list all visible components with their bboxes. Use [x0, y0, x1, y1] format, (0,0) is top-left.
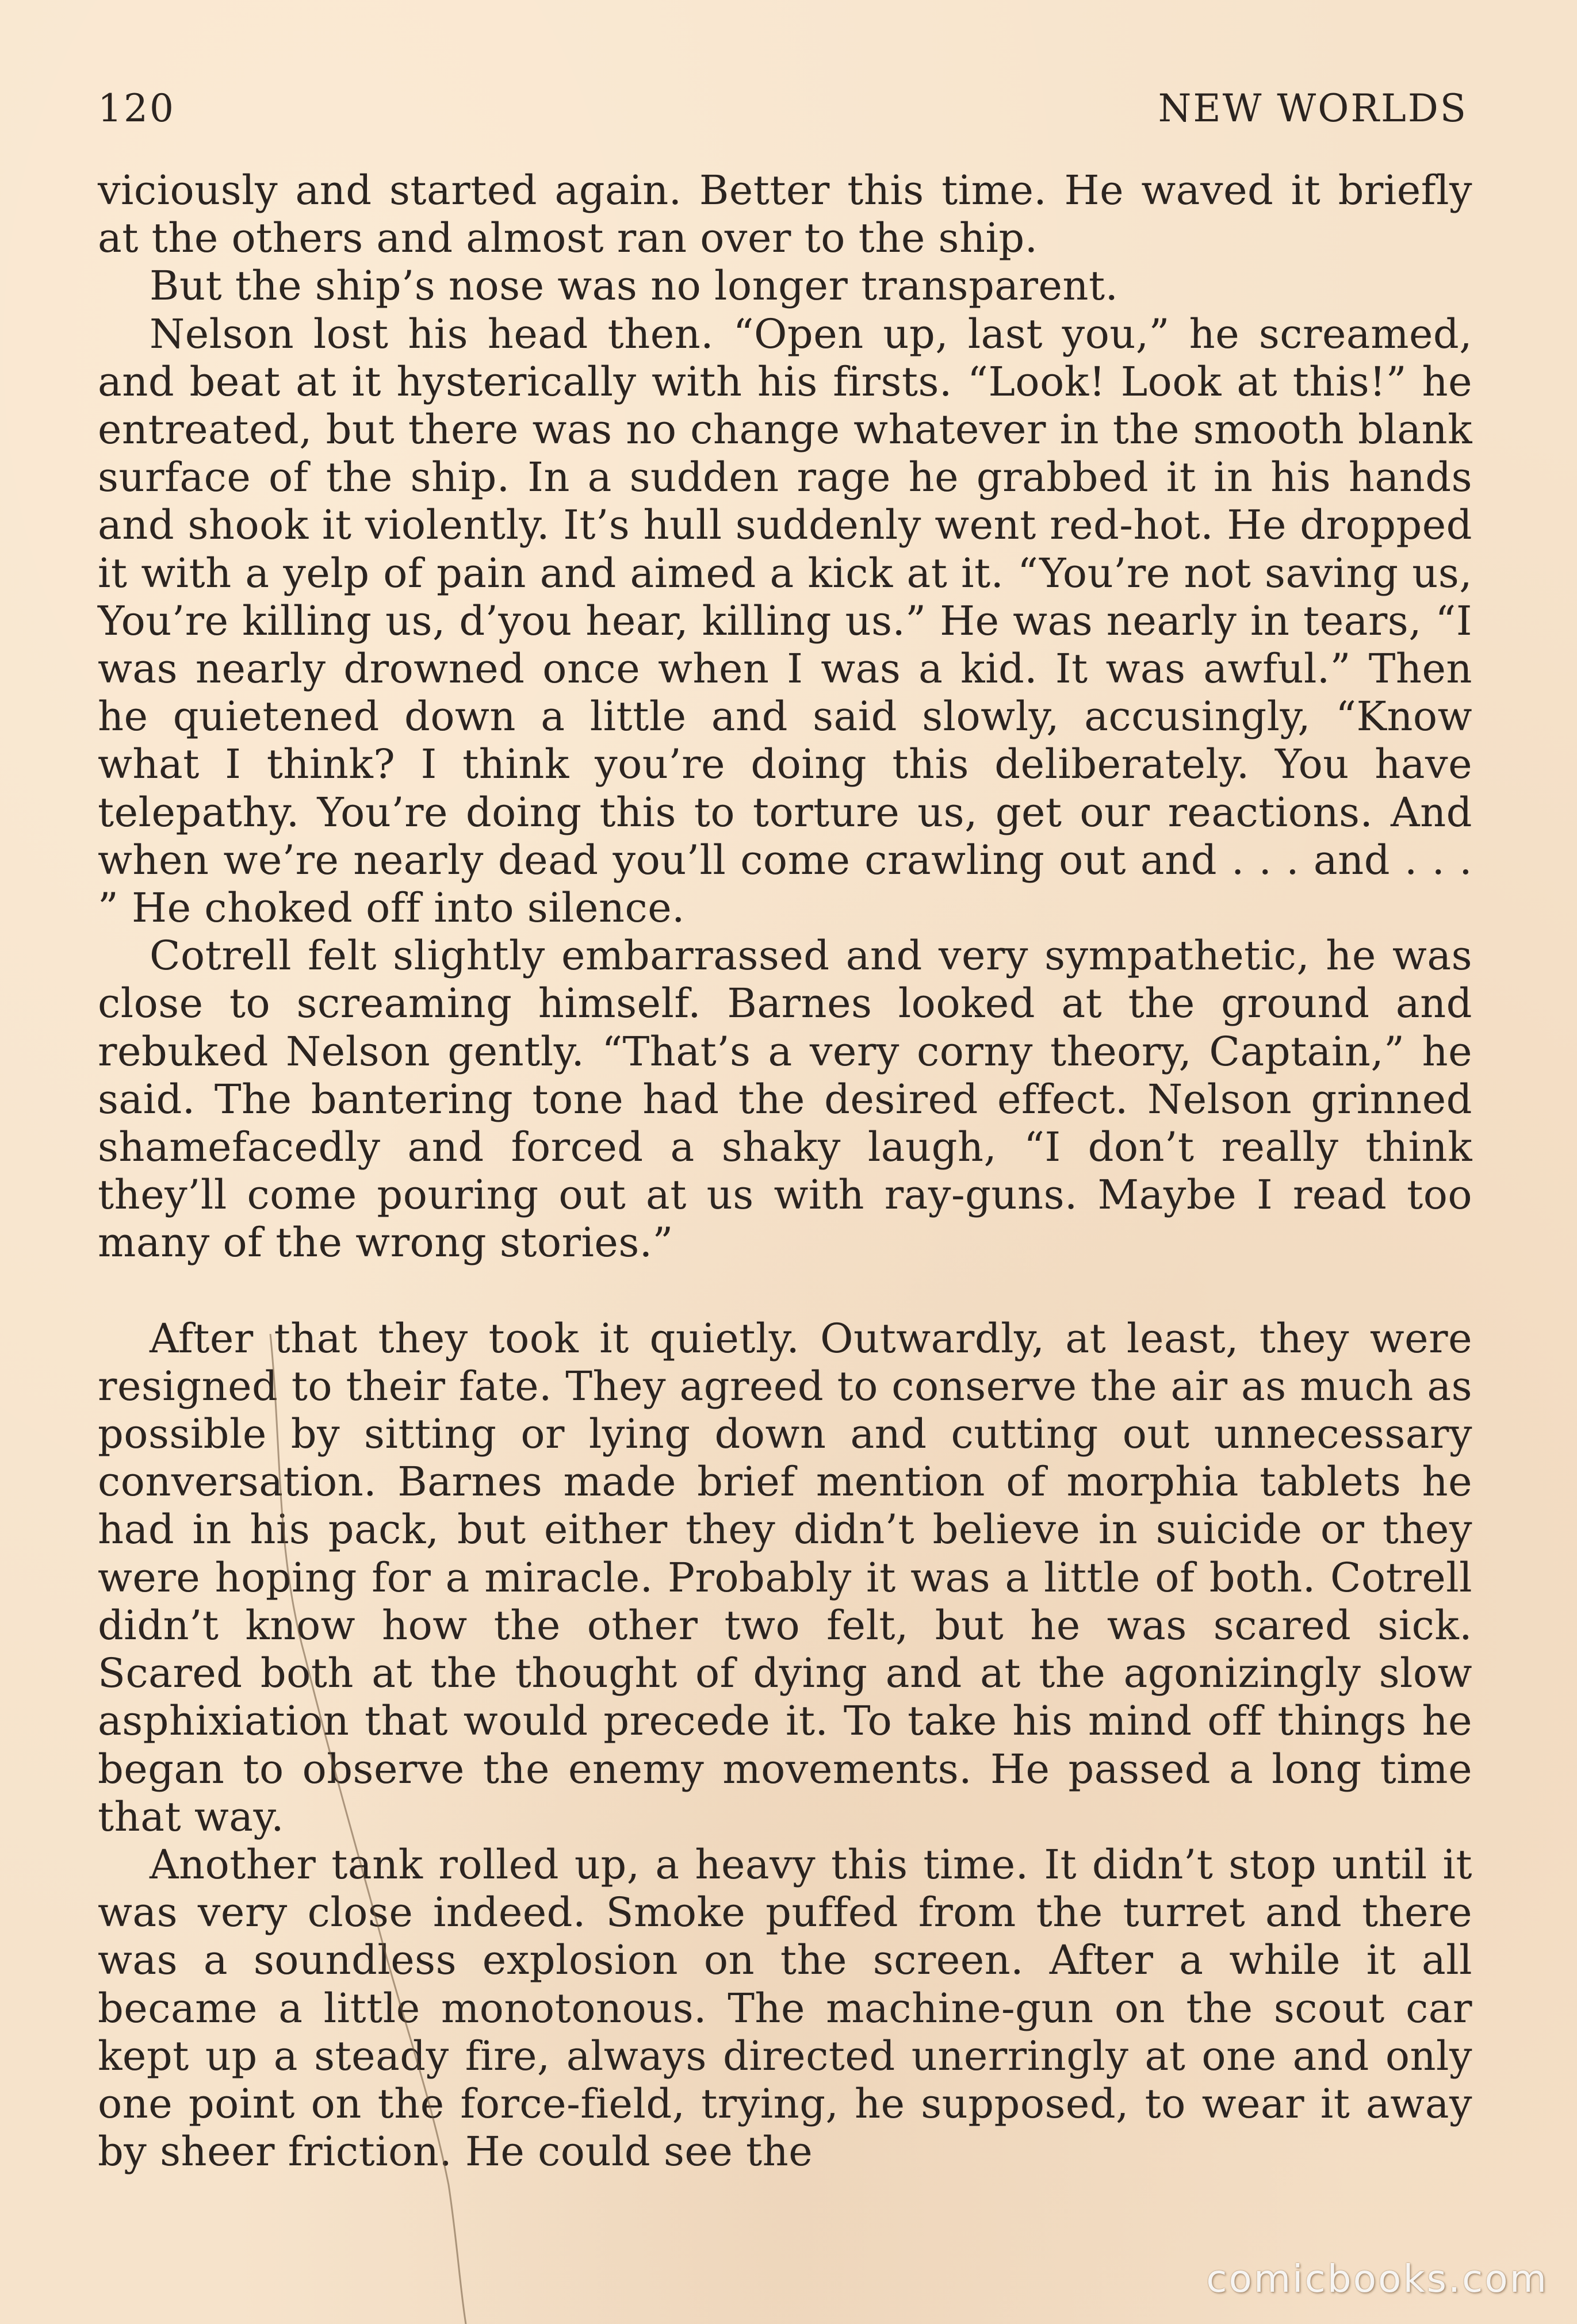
paragraph: But the ship’s nose was no longer transparent. [150, 262, 1119, 310]
page-header [98, 86, 1468, 131]
body-text [98, 167, 1472, 2176]
watermark: comicbooks.com [1206, 2257, 1548, 2301]
paragraph: Cotrell felt slightly embarrassed and very sympathetic, he was close to screaming himself. Barnes looked at the ground and rebuked Nelson gently. “That’s a very corny theory, Captain,” he said. The bantering tone had the desired effect. Nelson grinned shamefacedly and forced a shaky laugh, “I don’t really think they’ll come pouring out at us with ray-guns. Maybe I read too many of the wrong stories.” [98, 932, 1472, 1267]
page-number: 120 [98, 86, 175, 131]
paragraph: Nelson lost his head then. “Open up, last you,” he screamed, and beat at it hysterically with his firsts. “Look! Look at this!” he entreated, but there was no change whatever in the smooth blank surface of the ship. In a sudden rage he grabbed it in his hands and shook it violently. It’s hull suddenly went red-hot. He dropped it with a yelp of pain and aimed a kick at it. “You’re not saving us, You’re killing us, d’you hear, killing us.” He was nearly in tears, “I was nearly drowned once when I was a kid. It was awful.” Then he quietened down a little and said slowly, accusingly, “Know what I think? I think you’re doing this deliberately. You have telepathy. You’re doing this to torture us, get our reactions. And when we’re nearly dead you’ll come crawling out and . . . and . . . ” He choked off into silence. [98, 310, 1472, 932]
paragraph: viciously and started again. Better this time. He waved it briefly at the others and almost ran over to the ship. [98, 167, 1472, 262]
running-title: NEW WORLDS [1158, 86, 1468, 131]
paragraph: After that they took it quietly. Outwardly, at least, they were resigned to their fate. They agreed to conserve the air as much as possible by sitting or lying down and cutting out unnecessary conversation. Barnes made brief mention of morphia tablets he had in his pack, but either they didn’t believe in suicide or they were hoping for a miracle. Probably it was a little of both. Cotrell didn’t know how the other two felt, but he was scared sick. Scared both at the thought of dying and at the agonizingly slow asphixiation that would precede it. To take his mind off things he began to observe the enemy movements. He passed a long time that way. [98, 1314, 1472, 1840]
paragraph: Another tank rolled up, a heavy this time. It didn’t stop until it was very close indeed. Smoke puffed from the turret and there was a soundless explosion on the screen. After a while it all became a little monotonous. The machine-gun on the scout car kept up a steady fire, always directed unerringly at one and only one point on the force-field, trying, he supposed, to wear it away by sheer friction. He could see the [98, 1840, 1472, 2176]
